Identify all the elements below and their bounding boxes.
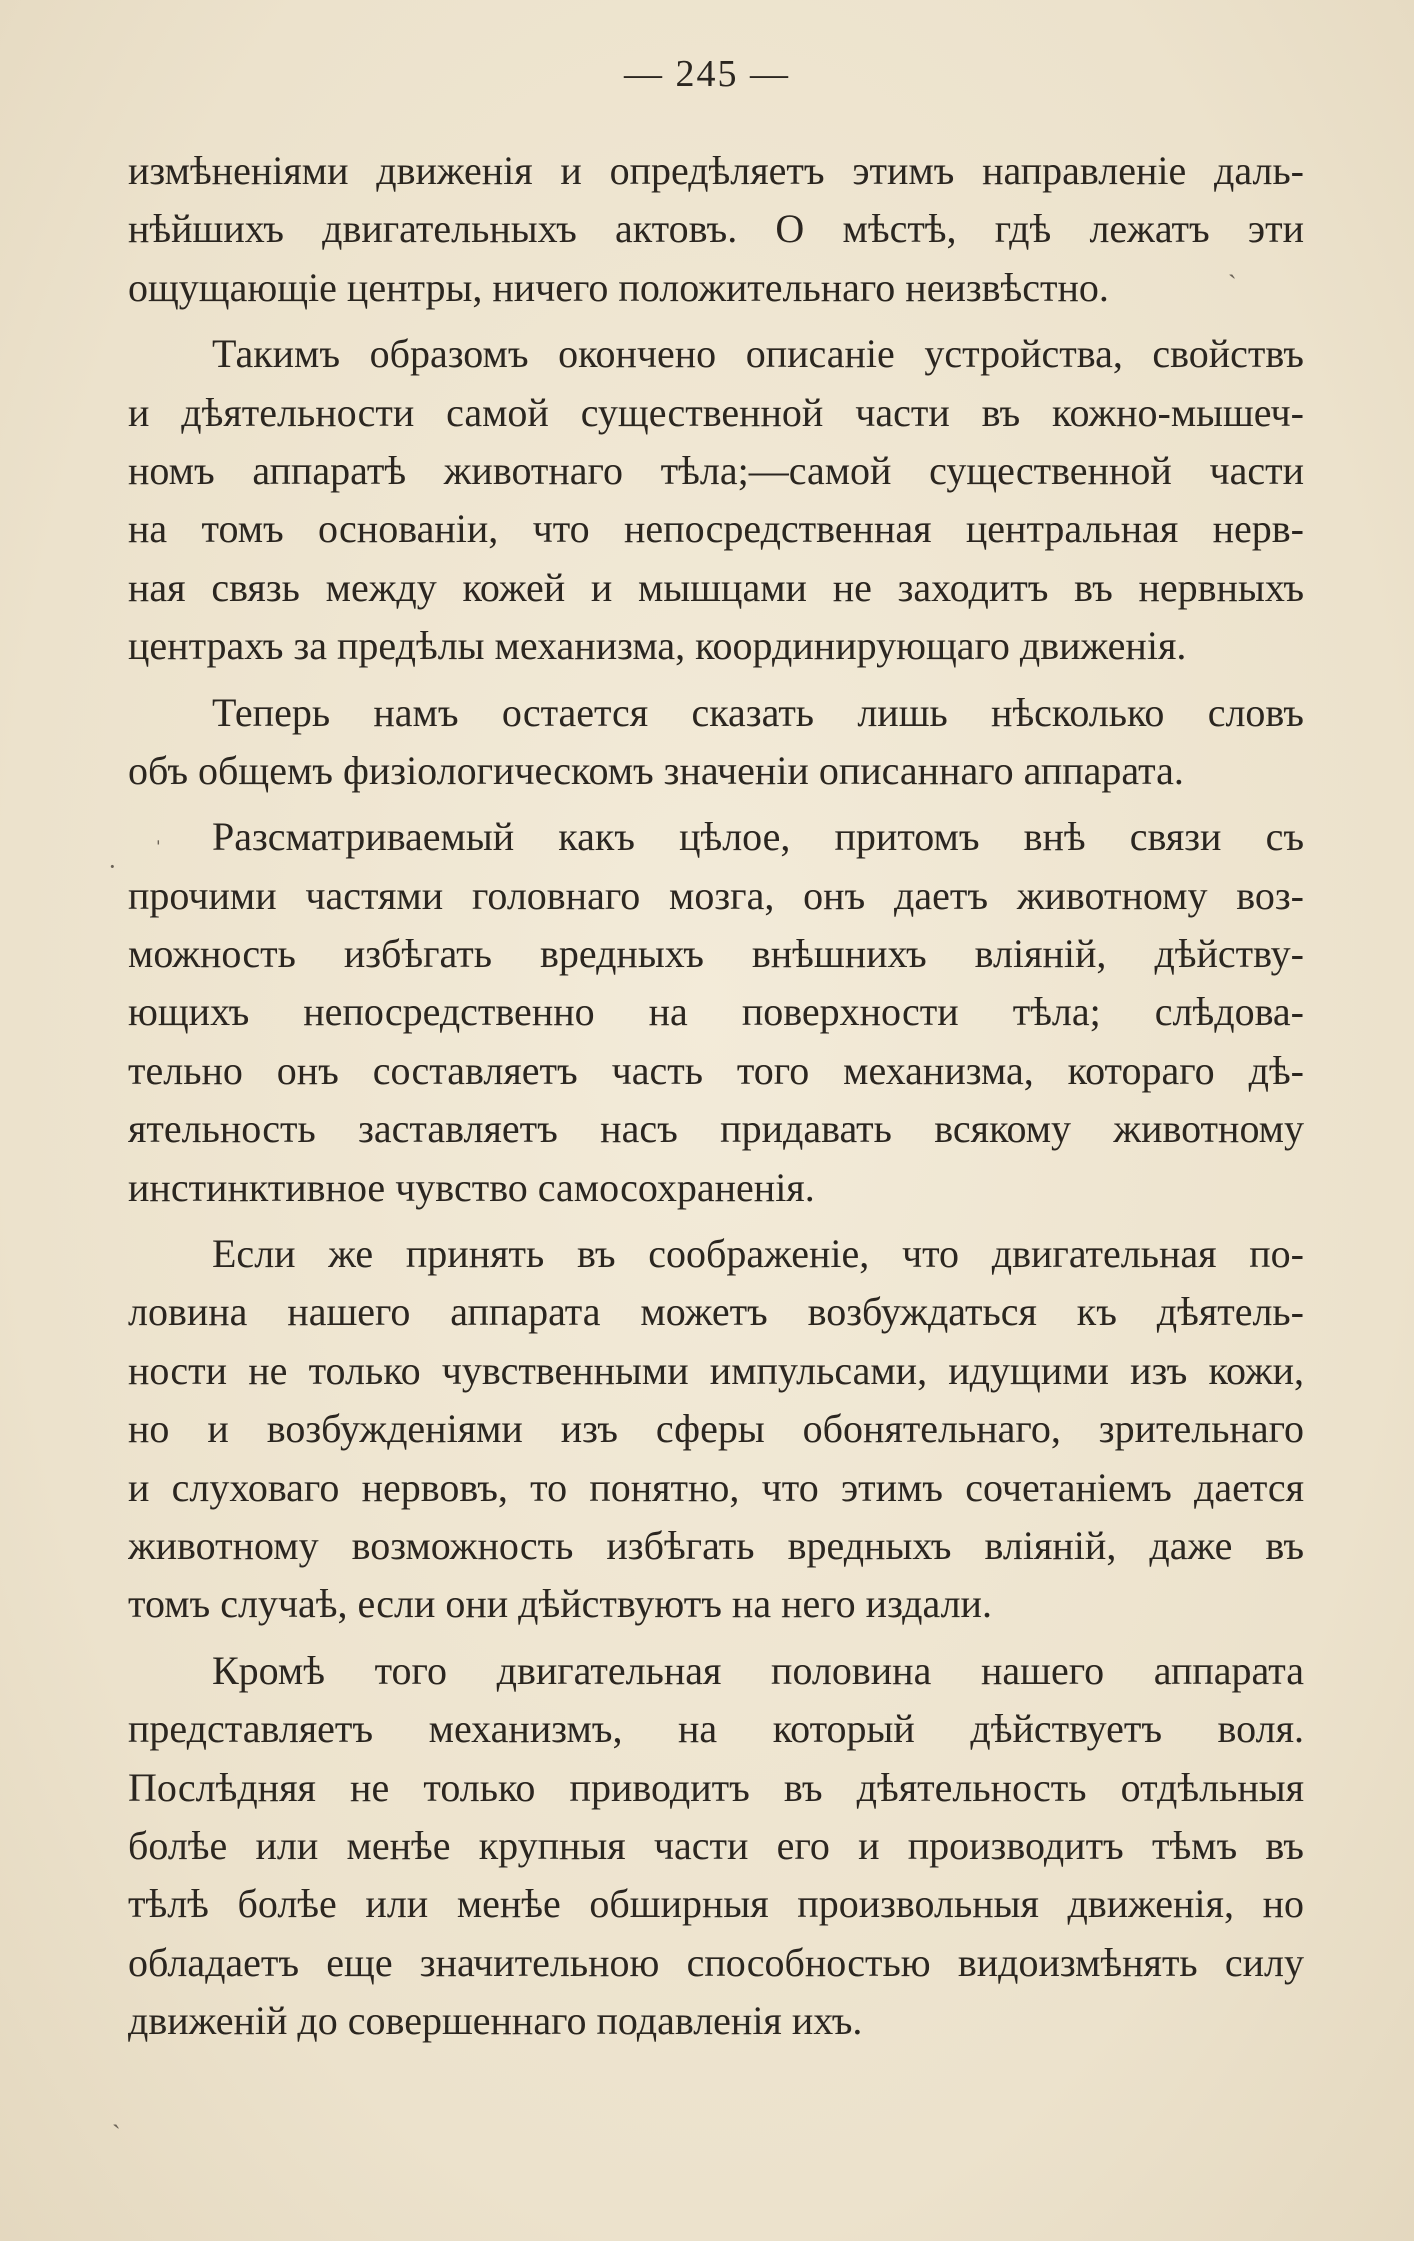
text-line: Если же принять въ соображеніе, что двигательная по- [212, 1231, 1304, 1277]
text-line: ятельность заставляетъ насъ придавать всякому животному [128, 1106, 1304, 1152]
text-line: прочими частями головнаго мозга, онъ даетъ животному воз- [128, 872, 1304, 918]
text-line: ная связь между кожей и мышцами не заходитъ въ нервныхъ [128, 564, 1304, 610]
text-line: животному возможность избѣгать вредныхъ вліяній, даже въ [128, 1522, 1304, 1568]
text-line: номъ аппаратѣ животнаго тѣла;—самой существенной части [128, 447, 1304, 493]
text-line: объ общемъ физіологическомъ значеніи описаннаго аппарата. [128, 747, 1184, 793]
ink-speck: ˋ [112, 2120, 121, 2149]
text-line: болѣе или менѣе крупныя части его и производитъ тѣмъ въ [128, 1822, 1304, 1868]
text-line: измѣненіями движенія и опредѣляетъ этимъ направленіе даль- [128, 148, 1304, 193]
text-line: и дѣятельности самой существенной части въ кожно-мышеч- [128, 389, 1304, 435]
paragraph [128, 142, 1304, 317]
paragraph [128, 808, 1304, 1217]
text-line: но и возбужденіями изъ сферы обонятельнаго, зрительнаго [128, 1406, 1304, 1452]
ink-speck: ˋ [1228, 270, 1237, 299]
body-text [128, 142, 1304, 2059]
text-line: ности не только чувственными импульсами, идущими изъ кожи, [128, 1347, 1304, 1393]
text-line: томъ случаѣ, если они дѣйствуютъ на него издали. [128, 1581, 992, 1627]
paragraph [128, 684, 1304, 801]
text-line: на томъ основаніи, что непосредственная центральная нерв- [128, 506, 1304, 552]
paragraph [128, 325, 1304, 675]
text-line: тельно онъ составляетъ часть того механизма, котораго дѣ- [128, 1047, 1304, 1093]
text-line: тѣлѣ болѣе или менѣе обширныя произвольныя движенія, но [128, 1881, 1304, 1927]
page-number: — 245 — [624, 53, 790, 95]
text-line: Послѣдняя не только приводитъ въ дѣятельность отдѣльныя [128, 1764, 1304, 1810]
text-line: движеній до совершеннаго подавленія ихъ. [128, 1998, 863, 2044]
text-line: центрахъ за предѣлы механизма, координирующаго движенія. [128, 623, 1187, 669]
text-line: Такимъ образомъ окончено описаніе устройства, свойствъ [212, 331, 1304, 377]
text-line: и слуховаго нервовъ, то понятно, что этимъ сочетаніемъ дается [128, 1464, 1304, 1510]
paragraph [128, 1642, 1304, 2051]
text-line: ощущающіе центры, ничего положительнаго неизвѣстно. [128, 264, 1109, 310]
text-line: ловина нашего аппарата можетъ возбуждаться къ дѣятель- [128, 1289, 1304, 1335]
text-line: Теперь намъ остается сказать лишь нѣсколько словъ [212, 689, 1304, 735]
text-line: ющихъ непосредственно на поверхности тѣла; слѣдова- [128, 989, 1304, 1035]
text-line: нѣйшихъ двигательныхъ актовъ. О мѣстѣ, гдѣ лежатъ эти [128, 206, 1304, 252]
text-line: Кромѣ того двигательная половина нашего аппарата [212, 1647, 1304, 1693]
ink-speck: · [108, 852, 117, 881]
text-line: обладаетъ еще значительною способностью видоизмѣнять силу [128, 1939, 1304, 1985]
ink-speck: ˈ [154, 836, 163, 865]
text-line: Разсматриваемый какъ цѣлое, притомъ внѣ связи съ [212, 814, 1304, 860]
text-line: инстинктивное чувство самосохраненія. [128, 1164, 815, 1210]
text-line: можность избѣгать вредныхъ внѣшнихъ вліяній, дѣйству- [128, 931, 1304, 977]
paragraph [128, 1225, 1304, 1634]
text-line: представляетъ механизмъ, на который дѣйствуетъ воля. [128, 1706, 1304, 1752]
